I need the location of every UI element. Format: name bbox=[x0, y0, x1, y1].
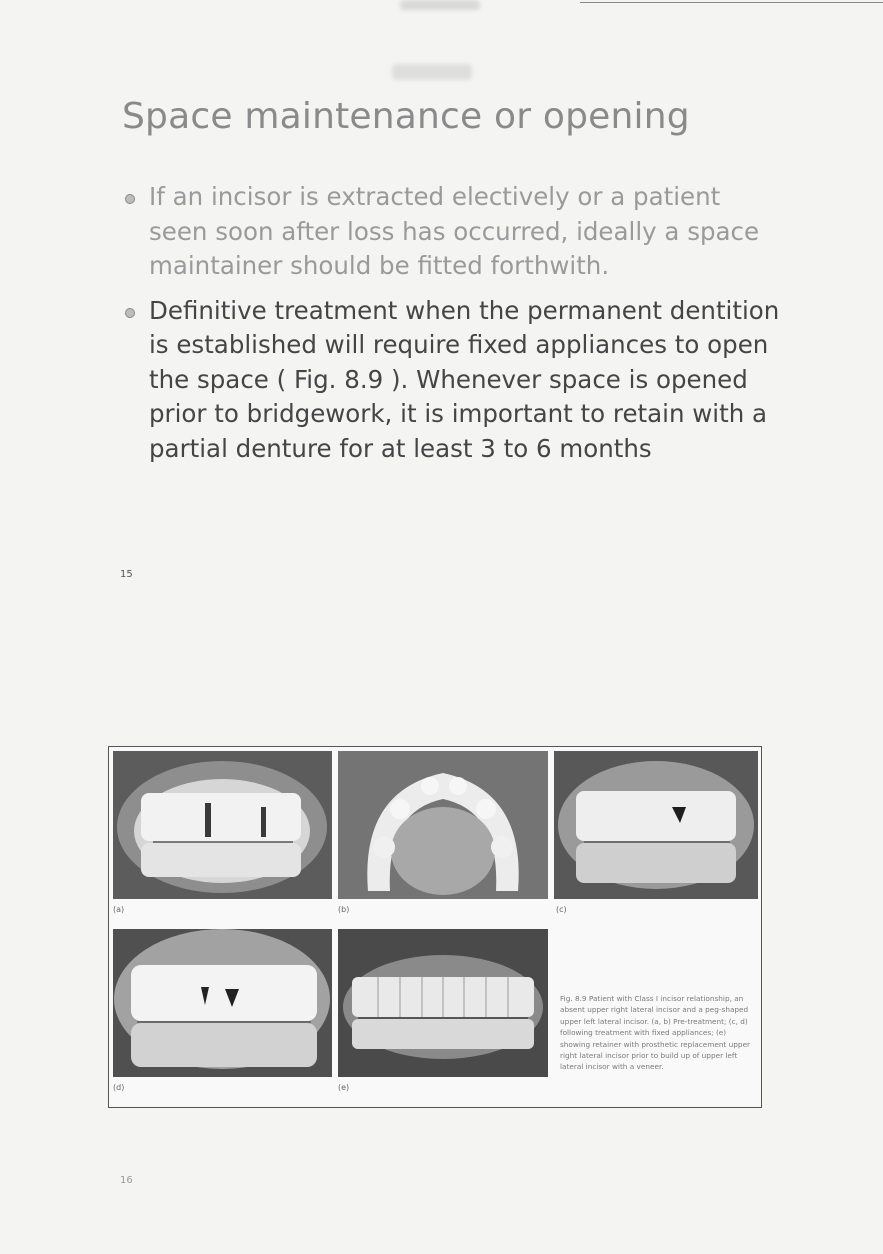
figure-8-9 bbox=[108, 746, 762, 1108]
scan-smudge bbox=[392, 64, 472, 80]
bullet-dot-icon bbox=[125, 308, 135, 318]
page-number: 16 bbox=[120, 1175, 133, 1186]
scan-smudge bbox=[400, 0, 480, 10]
bullet-dot-icon bbox=[125, 194, 135, 204]
photo-panel-b bbox=[338, 751, 548, 899]
photo-panel-e bbox=[338, 929, 548, 1077]
bullet-list bbox=[122, 180, 782, 476]
panel-label-c: (c) bbox=[556, 905, 567, 914]
panel-label-a: (a) bbox=[113, 905, 125, 914]
photo-panel-a bbox=[113, 751, 332, 899]
photo-panel-d bbox=[113, 929, 332, 1077]
panel-label-b: (b) bbox=[338, 905, 350, 914]
panel-label-d: (d) bbox=[113, 1083, 125, 1092]
bullet-text: If an incisor is extracted electively or a patient seen soon after loss has occurred, ideally a space maintainer should be fitted forthwith. bbox=[149, 182, 760, 280]
figure-caption: Fig. 8.9 Patient with Class I incisor relationship, an absent upper right lateral incisor and a peg-shaped upper left lateral incisor. (a, b) Pre-treatment; (c, d) following treatment with fixed appliances; (e) showing retainer with prosthetic replacement upper right lateral incisor prior to build up of upper left lateral incisor with a veneer. bbox=[560, 994, 751, 1072]
page-number: 15 bbox=[120, 569, 133, 580]
photo-panel-c bbox=[554, 751, 758, 899]
scan-artifact-line bbox=[580, 2, 883, 3]
bullet-text: Definitive treatment when the permanent dentition is established will require fixed appliances to open the space ( Fig. 8.9 ). Whenever space is opened prior to bridgework, it is important to retain with a partial denture for at least 3 to 6 months bbox=[149, 295, 780, 463]
slide-title: Space maintenance or opening bbox=[122, 96, 690, 137]
bullet-item bbox=[122, 294, 782, 467]
bullet-item bbox=[122, 180, 782, 284]
panel-label-e: (e) bbox=[338, 1083, 350, 1092]
